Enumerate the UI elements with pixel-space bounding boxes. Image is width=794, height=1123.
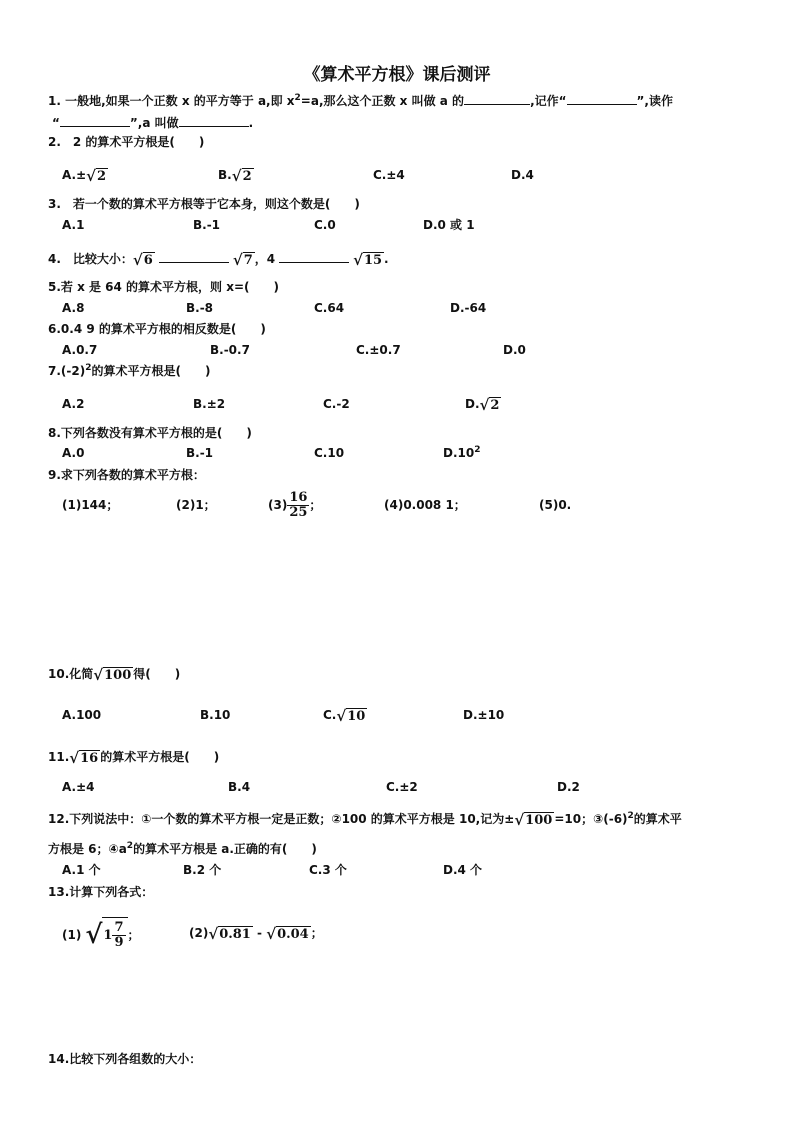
question-number: 1.	[48, 94, 61, 108]
option-a: A.100	[62, 708, 102, 722]
square-root: √ 7	[232, 250, 253, 269]
superscript: 2	[627, 811, 634, 821]
question-text: 4. 比较大小：	[48, 252, 133, 266]
square-root: √ 10	[336, 706, 366, 725]
option-c: C.64	[314, 301, 345, 315]
question-text: “	[52, 116, 60, 130]
option-c: C.10	[314, 446, 345, 460]
answer-blank[interactable]	[464, 92, 530, 105]
square-root: √ 1 $\frac{7}{9}$	[85, 917, 127, 953]
question-text: ”,读作	[636, 94, 673, 108]
operator: -	[252, 926, 267, 940]
square-root: √ 2	[86, 166, 107, 185]
square-root: √ 2	[479, 395, 500, 414]
option-c	[323, 707, 367, 724]
superscript: 2	[294, 93, 301, 103]
answer-blank[interactable]	[279, 250, 349, 263]
sub-item-1	[62, 916, 140, 954]
radicand: 15	[363, 252, 383, 268]
option-a: A.0	[62, 446, 85, 460]
question-text: 的算术平方根是 a.正确的有( )	[133, 842, 317, 856]
question-13-stem: 13.计算下列各式：	[48, 885, 154, 899]
item-label: ；	[127, 928, 140, 942]
option-label: D.	[465, 397, 480, 411]
square-root: √ 0.81	[208, 924, 251, 943]
radicand: 0.81	[219, 926, 251, 942]
sub-item-2	[189, 925, 323, 942]
question-text: .	[248, 116, 254, 130]
fraction	[112, 921, 125, 950]
question-6-stem: 6.0.4 9 的算术平方根的相反数是( )	[48, 322, 266, 336]
radicand: 6	[143, 252, 153, 268]
denominator: 25	[289, 504, 308, 520]
option-d: D.4 个	[443, 863, 483, 877]
superscript: 2	[85, 363, 92, 373]
question-text: 得( )	[133, 667, 181, 681]
superscript: 2	[474, 445, 481, 455]
option-d: D.2	[557, 780, 580, 794]
radicand: 10	[347, 708, 366, 724]
square-root: √ 6	[132, 250, 153, 269]
answer-blank[interactable]	[179, 114, 249, 127]
question-text: .	[384, 252, 389, 266]
option-d: D.0	[503, 343, 526, 357]
square-root: √ 0.04	[266, 924, 309, 943]
question-10-stem	[48, 666, 180, 683]
item-label: (2)	[189, 926, 209, 940]
numerator: 7	[114, 920, 124, 935]
answer-blank[interactable]	[159, 250, 229, 263]
question-12-line-2	[48, 841, 317, 857]
option-b: B.-8	[186, 301, 214, 315]
question-9-stem: 9.求下列各数的算术平方根：	[48, 468, 205, 482]
question-text: 一般地,如果一个正数 x 的平方等于 a,即 x	[65, 94, 295, 108]
sub-item-2: (2)1；	[176, 498, 216, 512]
question-text: 7.(-2)	[48, 364, 86, 378]
option-c: C.3 个	[309, 863, 347, 877]
superscript: 2	[126, 841, 134, 851]
fraction	[287, 491, 309, 520]
question-text: ，4	[254, 252, 276, 266]
whole-number: 1	[103, 927, 113, 943]
sub-item-1: (1)144；	[62, 498, 119, 512]
option-b	[218, 167, 254, 184]
option-c: C.-2	[323, 397, 350, 411]
option-label: A.±	[62, 168, 87, 182]
option-d	[465, 396, 501, 413]
question-12-line-1	[48, 811, 682, 828]
option-c: C.±2	[386, 780, 418, 794]
radicand: 2	[242, 168, 252, 184]
square-root: √ 100	[93, 665, 132, 684]
question-1-line-1	[48, 92, 673, 109]
question-text: ,记作“	[530, 94, 567, 108]
item-label: ；	[309, 498, 322, 512]
option-b: B.-0.7	[210, 343, 250, 357]
square-root: √ 15	[353, 250, 383, 269]
question-text: 的算术平	[633, 812, 682, 826]
option-label: C.	[323, 708, 337, 722]
square-root: √ 100	[514, 810, 553, 829]
option-a: A.1	[62, 218, 85, 232]
question-text: 方根是 6；④a	[48, 842, 127, 856]
question-text: ”,a 叫做	[129, 116, 179, 130]
radicand: 2	[490, 397, 500, 413]
option-b: B.-1	[186, 446, 214, 460]
option-label: B.	[218, 168, 232, 182]
question-text: 的算术平方根是( )	[100, 750, 220, 764]
radicand: 0.04	[277, 926, 309, 942]
question-14-stem: 14.比较下列各组数的大小：	[48, 1052, 202, 1066]
option-d: D.0 或 1	[423, 218, 475, 232]
option-d	[443, 445, 480, 461]
option-b: B.-1	[193, 218, 221, 232]
option-c: C.±0.7	[356, 343, 401, 357]
question-1-line-2	[52, 114, 253, 131]
question-7-stem	[48, 363, 210, 379]
option-a: A.8	[62, 301, 85, 315]
item-label: (3)	[268, 498, 288, 512]
answer-blank[interactable]	[567, 92, 637, 105]
square-root: √ 16	[69, 748, 99, 767]
question-11-stem	[48, 749, 219, 766]
numerator: 16	[289, 489, 308, 505]
radicand: 100	[525, 812, 553, 828]
option-c: C.0	[314, 218, 336, 232]
option-c: C.±4	[373, 168, 405, 182]
radicand: 7	[243, 252, 253, 268]
option-d: D.-64	[450, 301, 487, 315]
question-text: =a,那么这个正数 x 叫做 a 的	[300, 94, 465, 108]
option-b: B.±2	[193, 397, 226, 411]
item-label: (1)	[62, 928, 82, 942]
answer-blank[interactable]	[60, 114, 130, 127]
question-text: 10.化简	[48, 667, 94, 681]
sub-item-4: (4)0.008 1；	[384, 498, 466, 512]
option-label: D.10	[443, 446, 475, 460]
option-b: B.4	[228, 780, 251, 794]
denominator: 9	[114, 935, 124, 950]
question-3-stem: 3. 若一个数的算术平方根等于它本身，则这个数是( )	[48, 197, 360, 211]
sub-item-5: (5)0.	[539, 498, 572, 512]
option-b: B.2 个	[183, 863, 222, 877]
option-b: B.10	[200, 708, 231, 722]
square-root: √ 2	[231, 166, 252, 185]
question-2-stem: 2. 2 的算术平方根是( )	[48, 135, 205, 149]
item-label: ；	[310, 926, 323, 940]
option-a: A.±4	[62, 780, 95, 794]
option-a: A.2	[62, 397, 85, 411]
question-text: 11.	[48, 750, 70, 764]
option-a	[62, 167, 108, 184]
question-8-stem: 8.下列各数没有算术平方根的是( )	[48, 426, 252, 440]
option-a: A.1 个	[62, 863, 101, 877]
radicand: 2	[96, 168, 107, 184]
question-4	[48, 250, 389, 268]
option-d: D.4	[511, 168, 534, 182]
radicand: 16	[80, 750, 99, 766]
radicand: 100	[104, 667, 132, 683]
option-a: A.0.7	[62, 343, 98, 357]
question-text: 12.下列说法中：①一个数的算术平方根一定是正数；②100 的算术平方根是 10,记为±	[48, 812, 515, 826]
question-text: =10；③(-6)	[554, 812, 628, 826]
option-d: D.±10	[463, 708, 505, 722]
question-text: 的算术平方根是( )	[91, 364, 211, 378]
page-title: 《算术平方根》课后测评	[303, 65, 491, 85]
question-5-stem: 5.若 x 是 64 的算术平方根，则 x=( )	[48, 280, 280, 294]
sub-item-3	[268, 488, 321, 522]
